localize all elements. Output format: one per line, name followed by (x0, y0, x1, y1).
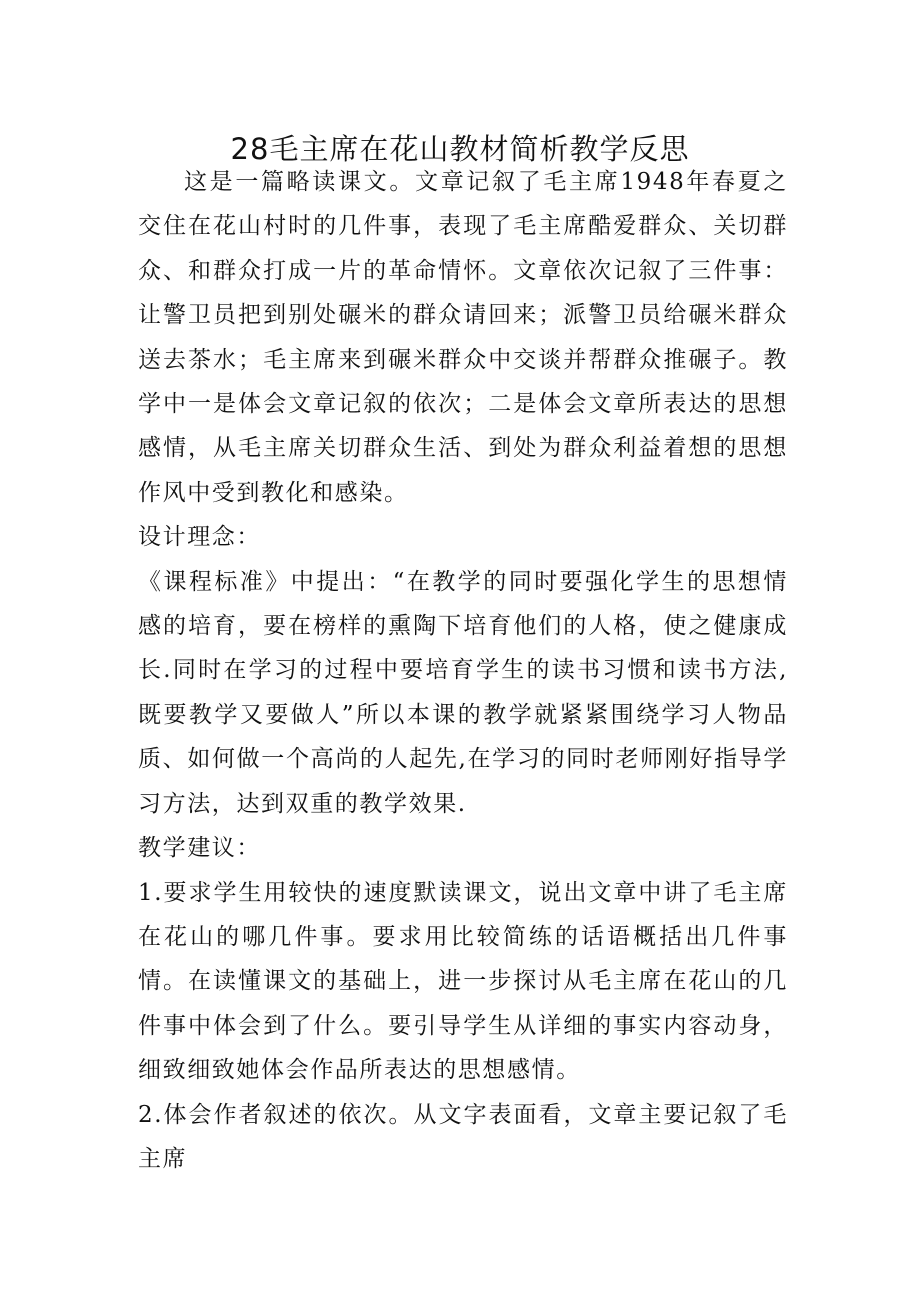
suggestion-item-1: 1.要求学生用较快的速度默读课文，说出文章中讲了毛主席在花山的哪几件事。要求用比较简练的话语概括出几件事情。在读懂课文的基础上，进一步探讨从毛主席在花山的几件事中体会到了什么。要引导学生从详细的事实内容动身，细致细致她体会作品所表达的思想感情。 (138, 879, 788, 1084)
document-body (138, 160, 788, 1181)
design-concept-heading: 设计理念： (138, 524, 261, 551)
intro-paragraph: 这是一篇略读课文。文章记叙了毛主席1948年春夏之交住在花山村时的几件事，表现了毛主席酷爱群众、关切群众、和群众打成一片的革命情怀。文章依次记叙了三件事：让警卫员把到别处碾米的群众请回来；派警卫员给碾米群众送去茶水；毛主席来到碾米群众中交谈并帮群众推碾子。教学中一是体会文章记叙的依次；二是体会文章所表达的思想感情，从毛主席关切群众生活、到处为群众利益着想的思想作风中受到教化和感染。 (138, 169, 788, 506)
teaching-suggestions-heading: 教学建议： (138, 835, 261, 862)
design-concept-paragraph: 《课程标准》中提出：“在教学的同时要强化学生的思想情感的培育，要在榜样的熏陶下培育他们的人格，使之健康成长.同时在学习的过程中要培育学生的读书习惯和读书方法,既要教学又要做人”所以本课的教学就紧紧围绕学习人物品质、如何做一个高尚的人起先,在学习的同时老师刚好指导学习方法，达到双重的教学效果. (138, 568, 788, 817)
suggestion-item-2: 2.体会作者叙述的依次。从文字表面看，文章主要记叙了毛主席 (138, 1101, 788, 1172)
document-title: 28毛主席在花山教材简析教学反思 (230, 132, 690, 167)
